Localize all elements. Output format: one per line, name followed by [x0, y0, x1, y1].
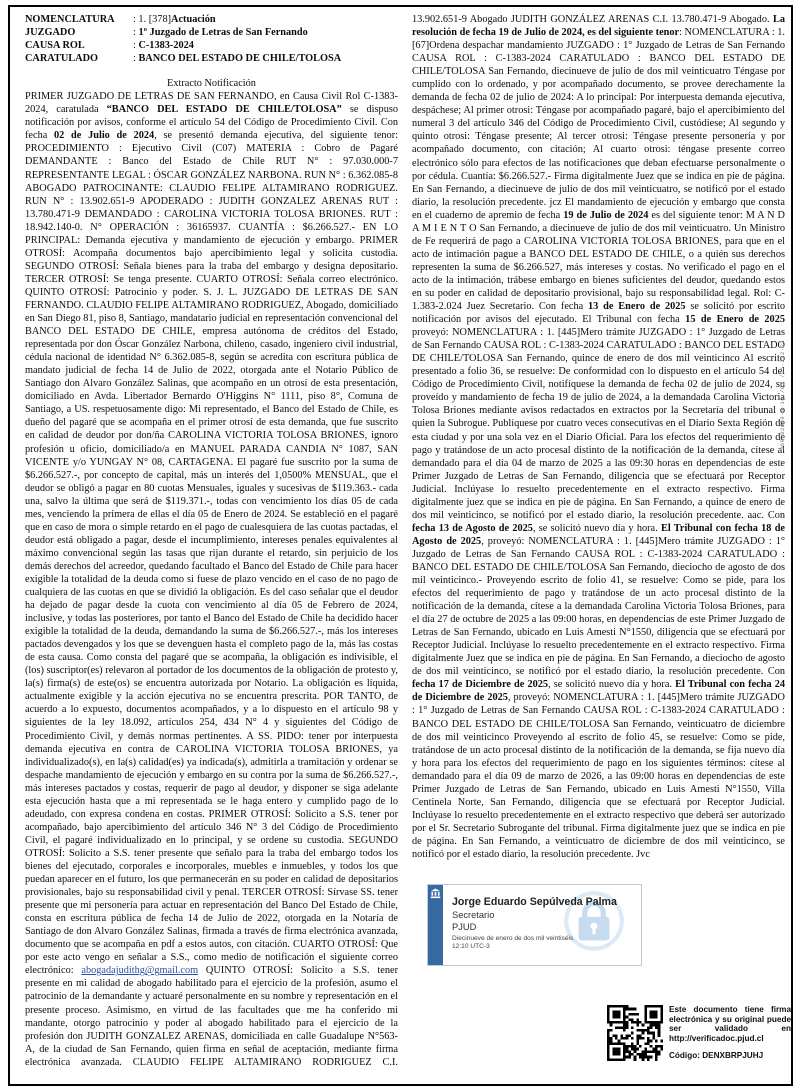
- header-label: CARATULADO: [25, 53, 99, 65]
- header-value: : 1º Juzgado de Letras de San Fernando: [133, 27, 308, 39]
- verification-text: Este documento tiene firma electrónica y su original puede ser validado en http://verificadoc.pjud.cl: [669, 1005, 791, 1043]
- signer-role: Secretario: [452, 910, 495, 920]
- notification-text: PRIMER JUZGADO DE LETRAS DE SAN FERNANDO, en Causa Civil Rol C-1383-2024, caratulada “BANCO DEL ESTADO DE CHILE/TOLOSA” se dispuso notificación por avisos, conforme el artículo 54 del Código de Procedimiento Civil. Con fecha 02 de Julio de 2024, se presentó demanda ejecutiva, del siguiente tenor: PROCEDIMIENTO : Ejecutivo Civil (C07) MATERIA : Cobro de Pagaré DEMANDANTE : Banco del Estado de Chile RUT N° : 97.030.000-7 REPRESENTANTE LEGAL : ÓSCAR GONZÁLEZ NARBONA. RUN N° : 6.362.085-8 ABOGADO PATROCINANTE: CLAUDIO FELIPE ALTAMIRANO RODRIGUEZ. RUN N° : 13.902.651-9 APODERADO : JUDITH GONZALEZ ARENAS RUT : 13.780.471-9 DEMANDADO : CAROLINA VICTORIA TOLOSA BRIONES. RUT : 18.942.140-0. N° OPERACIÓN : 36165937. CUANTÍA : $6.266.527.- EN LO PRINCIPAL: Demanda ejecutiva y mandamiento de ejecución y embargo. PRIMER OTROSÍ: Acompaña documentos bajo apercibimiento legal y solicita custodia. SEGUNDO OTROSÍ: Señala bienes para la traba del embargo y designa depositario. TERCER OTROSÍ: Se tenga presente. CUARTO OTROSÍ: Señala correo electrónico. QUINTO OTROSÍ: Patrocinio y poder. S. J. L. JUZGADO DE LETRAS DE SAN FERNANDO. CLAUDIO FELIPE ALTAMIRANO RODRIGUEZ, Abogado, domiciliado en San Diego 81, piso 8, Santiago, mandatario judicial en representación convencional del BANCO DEL ESTADO DE CHILE, empresa autónoma de créditos del Estado, representada por don Óscar González Narbona, chileno, casado, ingeniero civil industrial, cédula nacional de identidad N° 6.362.085-8, según se acredita con escritura pública de mandato judicial de fecha 14 de Julio de 2022, otorgada ante el Notario Público de Santiago don Alvaro González Salinas, que acompaño en un otrosí de esta presentación, domiciliado en Avda. Libertador Bernardo O'Higgins N° 1111, piso 8°, Comuna de Santiago, a US. respetuosamente digo: Mi representado, el Banco del Estado de Chile, es dueño del pagaré que se acompaña en el primer otrosí de esta demanda, que fue suscrito en calidad de deudor por don/ña CAROLINA VICTORIA TOLOSA BRIONES, ignoro profesión u oficio, domiciliado/a en MANUEL PARADA CANDIA N° 1087, SAN VICENTE y/o YUNGAY N° 08, CARTAGENA. El pagaré fue suscrito por la suma de $6.266.527.-, por concepto de capital, más un interés del 1,0500% MENSUAL, que el deudor se obligó a pagar en 80 cuotas Mensuales, iguales y sucesivas de $119.363.- cada una, salvo la última que será de $119.371.-, todas con vencimiento los días 05 de cada mes, venciendo la primera de ellas el día 05 de Enero de 2024. Se estableció en el pagaré que en caso de mora o simple retardo en el pago de cualesquiera de las cuotas pactadas, el deudor está obligado a pagar, desde el incumplimiento, intereses penales equivalentes al máximo convencional según las tasas que rijan durante el retardo, sin perjuicio de los demás derechos del acreedor, quedando facultado el Banco del Estado de Chile para hacer exigible la totalidad de la deuda como si fuese de plazo vencido en el caso de no pago de cualquiera de las cuotas en que se dividió la obligación. Es del caso señalar que el deudor ha dejado de pagar desde la cuota con vencimiento al día 05 de Febrero de 2024, inclusive, y todas las posteriores, por tanto el Banco del Estado de Chile ha decidido hacer exigible la totalidad de la deuda, demandando la suma de $6.266.527.-, más los intereses pactados devengados y los que se devenguen hasta el completo pago de la, más las costas de esta causa. Como consta del pagaré que se acompaña, la obligación es indivisible, el (los) suscriptor(es) relevaron al portador de los documentos de la obligación de protesto y, la(s) firma(s) de este(os) se encuentra autorizada por Notario. La obligación es líquida, actualmente exigible y la acción ejecutiva no se encuentra prescrita. POR TANTO, de acuerdo a lo expuesto, documentos acompañados, y a lo dispuesto en el artículo 98 y siguientes de la ley 18.092, artículos 254, 434 N° 4 y siguientes del Código de Procedimiento Civil, y demás normas pertinentes. A SS. PIDO: tener por interpuesta demanda ejecutiva en contra de CAROLINA VICTORIA TOLOSA BRIONES, ya individualizado(s), en la(s) calidad(es) ya indicada(s), admitirla a tramitación y ordenar se despache mandamiento de ejecución y embargo en su contra por la suma de $6.266.527.-, más intereses pactados y costas, requerir de pago al deudor, y disponer se siga adelante esta ejecución hasta que a mi representada se le haga entero y cumplido pago de lo adeudado, con expresa condena en costas. PRIMER OTROSÍ: Solicito a S.S. tener por acompañado, bajo apercibimiento del artículo 346 N° 3 del Código de Procedimiento Civil, el pagaré individualizado en lo principal, y se ordene su custodia. SEGUNDO OTROSÍ: Solicito a S.S. tener presente que señalo para la traba del embargo todos los bienes del ejecutado, corporales e incorporales, muebles e inmuebles, y todos los que puedan aparecer en el futuro, los que permanecerán en su poder en calidad de depositarios provisionales, bajo su responsabilidad civil y penal. TERCER OTROSÍ: Sírvase SS. tener presente que mi personería para actuar en representación del Banco Del Estado de Chile, consta en escritura pública de fecha 14 de Julio de 2022, otorgada en la Notaría de Santiago de don Alvaro González Salinas, firmada a través de firma electrónica avanzada, documento que se acompaña en pdf a estos autos, con citación. CUARTO OTROSÍ: Que por este acto vengo en señalar a S.S., como medio de notificación el siguiente correo electrónico: abogadajudithg@gmail.com QUINTO OTROSÍ: Solicito a S.S. tener presente en mi calidad de abogado habilitado para el ejercicio de la profesión, asumo el patrocinio de la demandante y actuaré personalmente en su nombre y representación en el presente proceso. Asimismo, en virtud de las facultades que me ha conferido mi mandante, otorgo patrocinio y poder al abogado habilitado para el ejercicio de la profesión don JUDITH GONZALEZ ARENAS, domiciliada en calle Guadalupe N°563-A, de la ciudad de San Fernando, quien firma en señal de aceptación, mediante firma electrónica avanzada. CLAUDIO FELIPE ALTAMIRANO RODRIGUEZ C.I. 13.902.651-9 Abogado JUDITH GONZÁLEZ ARENAS C.I. 13.780.471-9 Abogado. La resolución de fecha 19 de Julio de 2024, es del siguiente tenor: NOMENCLATURA : 1. [67]Ordena despachar mandamiento JUZGADO : 1° Juzgado de Letras de San Fernando CAUSA ROL : C-1383-2024 CARATULADO : BANCO DEL ESTADO DE CHILE/TOLOSA San Fernando, diecinueve de julio de dos mil veinticuatro Téngase por cumplido con lo ordenado, y por acompañado documento, se provee derechamente la demanda de fecha 02 de julio de 2024: A lo principal: Por interpuesta demanda ejecutiva, despáchese; Al primer otrosi: Téngase por acompañado pagaré, bajo el apercibimiento del numeral 3 del artículo 346 del Código de Procedimiento Civil, custódiese; Al segundo y quinto otrosi: Téngase presente; Al tercer otrosi: Téngase presente personería y por acompañado documento, con citación; Al cuarto otrosi: téngase presente correo electrónico sólo para efectos de las notificaciones que deban efectuarse personalmente o por cédula. Cuantía: $6.266.527.- Firma digitalmente Juez que se indica en pie de página. En San Fernando, a diecinueve de julio de dos mil veinticuatro, se notificó por el estado diario, la resolución precedente. jcz El mandamiento de ejecución y embargo que consta en el cuaderno de apremio de fecha 19 de Julio de 2024 es del siguiente tenor: M A N D A M I E N T O San Fernando, a diecinueve de julio de dos mil veinticuatro. Un Ministro de Fe requerirá de pago a CAROLINA VICTORIA TOLOSA BRIONES, para que en el acto de intimación pague a BANCO DEL ESTADO DE CHILE, o a quién sus derechos representen la suma de $6.266.527, más intereses y costas. No verificado el pago en el acto de la intimación, trábese embargo en bienes suficientes del deudor, quedando estos en su poder en calidad de depositario provisional, bajo su responsabilidad legal. Rol: C-1.383-2.024 Juez Secretario. Con fecha 13 de Enero de 2025 se solicitó por escrito notificación por avisos del ejecutado. El Tribunal con fecha 15 de Enero de 2025 proveyó: NOMENCLATURA : 1. [445]Mero trámite JUZGADO : 1° Juzgado de Letras de San Fernando CAUSA ROL : C-1383-2024 CARATULADO : BANCO DEL ESTADO DE CHILE/TOLOSA San Fernando, quince de enero de dos mil veinticinco Al escrito presentado a folio 36, se resuelve: De conformidad con lo dispuesto en el artículo 54 del Código de Procedimiento Civil, notifíquese la demanda de fecha 02 de julio de 2024, su proveído y mandamiento de fecha 19 de julio de 2024, a la demandada Carolina Victoria Tolosa Briones mediante avisos redactados en extractos por la Secretaría del tribunal o quien la Subrogue. Publíquese por cuatro veces consecutivas en el Diario Sexta Región de esta ciudad y por una sola vez en el Diario Oficial. Para los efectos del requerimiento de pago y tratándose de un acto procesal distinto de la notificación de la demanda, cítese al demandado para el día 04 de marzo de 2025 a las 09:30 horas en dependencias de este Primer Juzgado de Letras de San Fernando, diligencia que se efectuará por Receptor Judicial. Inclúyase lo resuelto precedentemente en el extracto respectivo. Firma digitalmente juez que se indica en pie de página. En San Fernando, a quince de enero de dos mil veinticinco, se notificó por el estado diario, la resolución precedente. aac. Con fecha 13 de Agosto de 2025, se solicitó nuevo día y hora. El Tribunal con fecha 18 de Agosto de 2025, proveyó: NOMENCLATURA : 1. [445]Mero trámite JUZGADO : 1° Juzgado de Letras de San Fernando CAUSA ROL : C-1383-2024 CARATULADO : BANCO DEL ESTADO DE CHILE/TOLOSA San Fernando, dieciocho de agosto de dos mil veinticinco.- Proveyendo escrito de folio 41, se resuelve: Como se pide, para los efectos del requerimiento de pago y tratándose de un acto procesal distinto de la notificación de la demanda, cítese a la demandada Carolina Victoria Tolosa Briones, para el día 27 de octubre de 2025 a las 09:00 horas, en dependencias de este Primer Juzgado de Letras de San Fernando, ubicado en Luis Amesti N°1550, diligencia que se efectuará por Receptor Judicial. Inclúyase lo resuelto precedentemente en el extracto respectivo. Firma digitalmente Juez que se indica en pie de página. En San Fernando, a dieciocho de agosto de dos mil veinticinco, se notificó por el estado diario, la resolución precedente. Con fecha 17 de Diciembre de 2025, se solicitó nuevo día y hora. El Tribunal con fecha 24 de Diciembre de 2025, proveyó: NOMENCLATURA : 1. [445]Mero trámite JUZGADO : 1° Juzgado de Letras de San Fernando CAUSA ROL : C-1383-2024 CARATULADO : BANCO DEL ESTADO DE CHILE/TOLOSA San Fernando, veinticuatro de diciembre de dos mil veinticinco Proveyendo al escrito de folio 45, se resuelve: Como se pide, tratándose de un acto procesal distinto de la notificación de la demanda, se fija nuevo día y hora para los efectos del requerimiento de pago en los siguientes términos: cítese al demandado para el día 09 de marzo de 2026, a las 09:00 horas en dependencias de este Primer Juzgado de Letras de San Fernando, ubicado en Luis Amesti N°1550, Villa Centinela Norte, San Fernando, diligencia que se efectuará por Receptor Judicial. Inclúyase lo resuelto precedentemente en el extracto respectivo que deberá ser autorizado por el Sr. Secretario Subrogante del tribunal. Firma digitalmente juez que se indica en pie de página. En San Fernando, a veinticuatro de diciembre de dos mil veinticinco, se notificó por el estado diario, la resolución precedente. Jvc: [25, 14, 785, 1068]
- header-value: : C-1383-2024: [133, 40, 194, 52]
- verification-footer: [607, 1005, 791, 1061]
- header-row-nomenclatura: [25, 13, 398, 26]
- document-body: [25, 13, 785, 1075]
- signature-time: 12:10 UTC-3: [452, 942, 490, 950]
- signature-details: [452, 896, 641, 950]
- header-value: : BANCO DEL ESTADO DE CHILE/TOLOSA: [133, 53, 342, 65]
- header-label: CAUSA ROL: [25, 40, 85, 52]
- header-row-caratulado: [25, 52, 398, 65]
- case-header: [25, 13, 398, 65]
- page-title: Extracto Notificación: [167, 78, 256, 90]
- print-registration-code: 369 02039-9-10 /01 /25-2-2-23: [779, 339, 786, 450]
- header-row-causa-rol: [25, 39, 398, 52]
- signer-organization: PJUD: [452, 922, 477, 932]
- email-link[interactable]: abogadajudithg@gmail.com: [81, 965, 199, 977]
- digital-signature-block: [427, 884, 642, 966]
- verification-code: Código: DENXBRPJUHJ: [669, 1051, 764, 1061]
- signature-accent-bar: [428, 885, 443, 965]
- header-row-juzgado: [25, 26, 398, 39]
- header-value: : 1. [378]Actuación: [133, 14, 216, 25]
- signature-date: Diecinueve de enero de dos mil veintiséis: [452, 935, 574, 942]
- header-label: NOMENCLATURA: [25, 14, 115, 25]
- signer-name: Jorge Eduardo Sepúlveda Palma: [452, 896, 617, 908]
- header-label: JUZGADO: [25, 27, 76, 39]
- verification-text-block: [669, 1005, 791, 1061]
- qr-code: [607, 1005, 663, 1061]
